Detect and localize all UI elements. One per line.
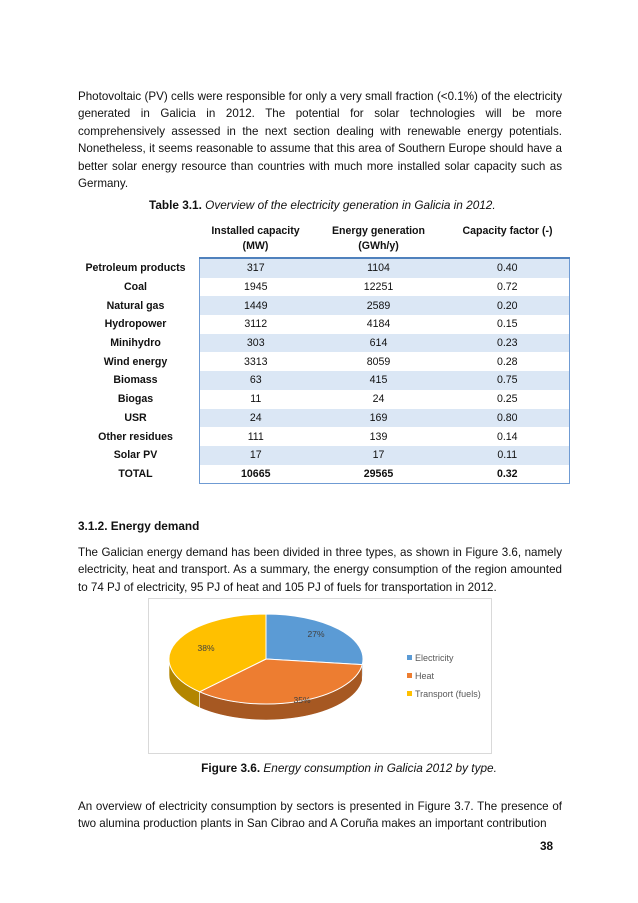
energy-generation-cell: 4184 [312,315,446,334]
table-row [72,390,570,409]
legend-swatch [407,691,412,696]
row-label: Other residues [98,430,173,443]
capacity-factor-cell: 0.32 [446,465,570,484]
table-row [72,258,570,278]
installed-capacity-cell: 317 [200,258,312,278]
energy-generation-cell: 139 [312,427,446,446]
installed-capacity-cell: 1945 [200,278,312,297]
table-row [72,427,570,446]
installed-capacity-cell: 1449 [200,296,312,315]
table-header-corner [72,222,200,258]
installed-capacity-cell: 3313 [200,352,312,371]
pie-data-label: 35% [293,695,311,705]
table-caption-label: Table 3.1. [149,198,202,212]
table-row [72,409,570,428]
closing-paragraph: An overview of electricity consumption by sectors is presented in Figure 3.7. The presence of two alumina production plants in San Cibrao and A Coruña makes an important contribution [78,800,562,831]
legend-swatch [407,673,412,678]
row-label: Solar PV [113,449,158,462]
row-label: Minihydro [110,337,161,350]
installed-capacity-cell: 10665 [200,465,312,484]
table-row [72,278,570,297]
legend-label: Electricity [415,653,454,663]
installed-capacity-cell: 11 [200,390,312,409]
energy-generation-cell: 169 [312,409,446,428]
installed-capacity-cell: 17 [200,446,312,465]
figure-caption-label: Figure 3.6. [201,761,261,775]
pie-slice [266,614,363,665]
legend-label: Transport (fuels) [415,689,481,699]
table-header-energy-generation: Energy generation (GWh/y) [312,222,446,258]
energy-generation-cell: 2589 [312,296,446,315]
installed-capacity-cell: 63 [200,371,312,390]
row-label: Biogas [117,393,154,406]
capacity-factor-cell: 0.11 [446,446,570,465]
row-label: Coal [124,281,147,294]
table-row [72,446,570,465]
table-header-capacity-factor: Capacity factor (-) [446,222,570,258]
capacity-factor-cell: 0.75 [446,371,570,390]
legend-swatch [407,655,412,660]
capacity-factor-cell: 0.20 [446,296,570,315]
row-label: Wind energy [103,355,168,368]
demand-paragraph: The Galician energy demand has been divided in three types, as shown in Figure 3.6, namely electricity, heat and transport. As a summary, the energy consumption of the region amounted to 74 PJ of electricity, 95 PJ of heat and 105 PJ of fuels for transportation in 2012. [78,546,562,594]
installed-capacity-cell: 24 [200,409,312,428]
table-row [72,315,570,334]
energy-generation-cell: 29565 [312,465,446,484]
page-number: 38 [540,839,554,853]
capacity-factor-cell: 0.80 [446,409,570,428]
pie-data-label: 27% [307,629,325,639]
energy-generation-cell: 415 [312,371,446,390]
row-label: Biomass [113,374,158,387]
table-header-installed-capacity: Installed capacity (MW) [200,222,312,258]
row-label: USR [124,411,147,424]
table-row [72,352,570,371]
table-row [72,296,570,315]
intro-paragraph: Photovoltaic (PV) cells were responsible for only a very small fraction (<0.1%) of the electricity generated in Galicia in 2012. The potential for solar technologies will be more comprehensively assessed in the next section dealing with renewable energy potentials. Nonetheless, it seems reasonable to assume that this area of Southern Europe should have a better solar energy resource than countries with much more installed solar capacity such as Germany. [78,90,562,191]
energy-generation-cell: 8059 [312,352,446,371]
table-row [72,371,570,390]
installed-capacity-cell: 303 [200,334,312,353]
capacity-factor-cell: 0.40 [446,258,570,278]
capacity-factor-cell: 0.28 [446,352,570,371]
table-caption-text: Overview of the electricity generation in Galicia in 2012. [201,198,496,212]
capacity-factor-cell: 0.15 [446,315,570,334]
energy-generation-cell: 1104 [312,258,446,278]
row-label: Hydropower [104,318,167,331]
energy-generation-cell: 12251 [312,278,446,297]
energy-generation-cell: 614 [312,334,446,353]
energy-generation-cell: 24 [312,390,446,409]
row-label: TOTAL [118,468,153,481]
capacity-factor-cell: 0.14 [446,427,570,446]
energy-consumption-pie-chart [148,598,492,754]
pie-data-label: 38% [197,643,215,653]
legend-label: Heat [415,671,435,681]
table-row [72,334,570,353]
electricity-generation-table [72,222,570,484]
capacity-factor-cell: 0.25 [446,390,570,409]
row-label: Natural gas [106,299,165,312]
capacity-factor-cell: 0.72 [446,278,570,297]
row-label: Petroleum products [85,261,186,274]
table-header-row [72,222,570,258]
capacity-factor-cell: 0.23 [446,334,570,353]
figure-caption [30,761,638,775]
table-caption [34,198,614,212]
installed-capacity-cell: 3112 [200,315,312,334]
section-heading: 3.1.2. Energy demand [78,519,200,533]
energy-generation-cell: 17 [312,446,446,465]
pie-chart-svg [149,599,491,753]
table-body [72,258,570,484]
table-row [72,465,570,484]
installed-capacity-cell: 111 [200,427,312,446]
figure-caption-text: Energy consumption in Galicia 2012 by type. [260,761,497,775]
